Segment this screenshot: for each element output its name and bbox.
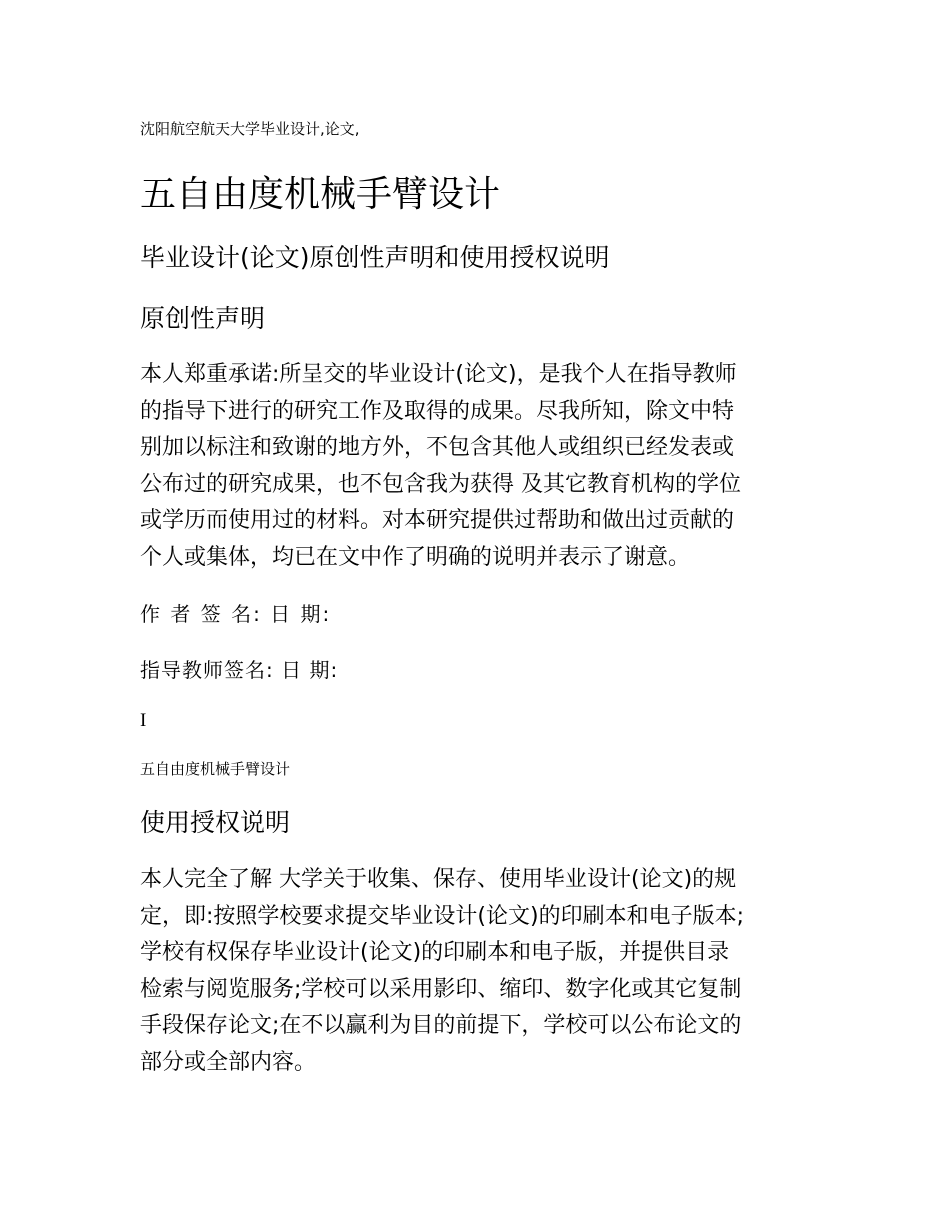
originality-heading: 原创性声明	[140, 304, 266, 333]
document-subtitle: 毕业设计(论文)原创性声明和使用授权说明	[140, 243, 610, 272]
originality-paragraph	[140, 357, 820, 577]
paragraph-line: 定，即:按照学校要求提交毕业设计(论文)的印刷本和电子版本;	[140, 903, 744, 929]
paragraph-line: 检索与阅览服务;学校可以采用影印、缩印、数字化或其它复制	[140, 976, 742, 1002]
paragraph-line: 别加以标注和致谢的地方外，不包含其他人或组织已经发表或	[140, 435, 735, 461]
paragraph-line: 的指导下进行的研究工作及取得的成果。尽我所知，除文中特	[140, 398, 735, 424]
paragraph-line: 或学历而使用过的材料。对本研究提供过帮助和做出过贡献的	[140, 508, 735, 534]
authorization-heading: 使用授权说明	[140, 808, 291, 837]
paragraph-line: 本人郑重承诺:所呈交的毕业设计(论文)，是我个人在指导教师	[140, 362, 737, 387]
paragraph-line: 本人完全了解 大学关于收集、保存、使用毕业设计(论文)的规	[140, 867, 737, 892]
document-title: 五自由度机械手臂设计	[140, 174, 501, 215]
paragraph-line: 部分或全部内容。	[140, 1049, 317, 1075]
paragraph-line: 学校有权保存毕业设计(论文)的印刷本和电子版，并提供目录	[140, 940, 730, 966]
advisor-signature-line: 指导教师签名: 日 期:	[140, 658, 339, 682]
page-number: I	[140, 710, 147, 731]
page-header-text: 沈阳航空航天大学毕业设计,论文,	[140, 120, 360, 138]
paragraph-line: 手段保存论文;在不以赢利为目的前提下，学校可以公布论文的	[140, 1013, 742, 1039]
paragraph-line: 个人或集体，均已在文中作了明确的说明并表示了谢意。	[140, 544, 691, 570]
authorization-paragraph	[140, 862, 820, 1082]
running-header: 五自由度机械手臂设计	[140, 760, 291, 778]
paragraph-line: 公布过的研究成果，也不包含我为获得 及其它教育机构的学位	[140, 471, 741, 497]
author-signature-line: 作 者 签 名: 日 期:	[140, 602, 332, 626]
